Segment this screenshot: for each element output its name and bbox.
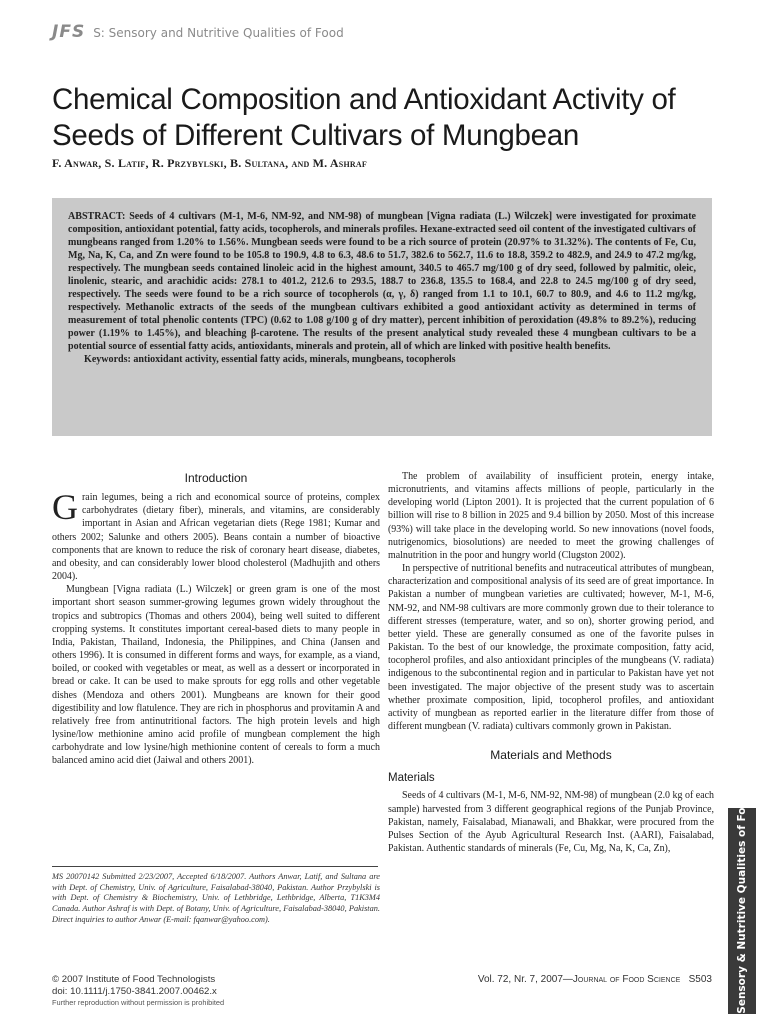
left-column [52,470,380,767]
doi-link[interactable]: doi: 10.1111/j.1750-3841.2007.00462.x [52,985,217,997]
materials-subheading: Materials [388,772,435,785]
article-title: Chemical Composition and Antioxidant Activity of Seeds of Different Cultivars of Mungbean [52,83,676,152]
footer-right [478,974,712,985]
keywords: Keywords: antioxidant activity, essential fatty acids, minerals, mungbeans, tocopherols [84,354,456,365]
page-number: S503 [688,974,712,985]
abstract-box [52,198,712,436]
intro-paragraph-1 [52,487,380,583]
copyright-line: © 2007 Institute of Food Technologists [52,974,216,985]
author-footnote: MS 20070142 Submitted 2/23/2007, Accepted 6/18/2007. Authors Anwar, Latif, and Sultana are with Dept. of Chemistry, Univ. of Agriculture, Faisalabad-38040, Pakistan. Author Przybylski is with Dept. of Chemistry & Biochemistry, Univ. of Lethbridge, Lethbridge, Alberta, T1K3M4 Canada. Author Ashraf is with Dept. of Botany, Univ. of Agriculture, Faisalabad-38040, Pakistan. Direct inquiries to author Anwar (E-mail: fqanwar@yahoo.com). [52,872,380,924]
right-paragraph-2: In perspective of nutritional benefits and nutraceutical attributes of mungbean, characterization and compositional analysis of its seed are of great importance. In Pakistan a number of mungbean varieties are cultivated; however, M-1, M-6, NM-92, and NM-98 cultivars are more commonly grown due to their tolerance to different stresses (temperature, water, and so on), shorter growing period, and better yield. These are generally consumed as one of the favorite pulses in Pakistan. To the best of our knowledge, the proximate composition, fatty acid, tocopherol profiles, and also antioxidant principles of the mungbeans (V. radiata) indigenous to the subcontinental region and in particular to Pakistan have yet not been investigated. The major objective of the present study was to ascertain whether proximate composition, lipid, tocopherol profiles, and antioxidant activity of mungbean as reported earlier in the literature differ from those of different mungbean (V. radiata) cultivars commonly grown in Pakistan. [388,563,714,732]
intro-paragraph-1-text: rain legumes, being a rich and economical source of proteins, complex carbohydrates (dietary fiber), minerals, and vitamins, are considerably important in Asian and African vegetarian diets (Rege 1981; Kumar and others 2002; Salunke and others 2005). Beans contain a number of bioactive components that are known to reduce the risk of coronary heart disease, diabetes, and obesity, and can considerably lower blood cholesterol (Madhujith and others 2004). [52,492,380,583]
journal-logo: JFS [52,22,86,42]
section-name: S: Sensory and Nutritive Qualities of Food [93,26,344,40]
introduction-heading: Introduction [184,471,248,485]
drop-cap: G [52,487,78,528]
author-list: F. Anwar, S. Latif, R. Przybylski, B. Sultana, and M. Ashraf [52,156,367,170]
materials-paragraph: Seeds of 4 cultivars (M-1, M-6, NM-92, NM-98) of mungbean (2.0 kg of each sample) harvested from 3 different geographical regions of the Punjab Province, Pakistan, namely, Faisalabad, Mianawali, and Bhakkar, were procured from the Pulses Section of the Ayub Agricultural Research Inst. (AARI), Faisalabad, Pakistan. Authentic standards of minerals (Fe, Cu, Mg, Na, K, Ca, Zn), [388,790,714,855]
volume-info: Vol. 72, Nr. 7, 2007— [477,974,573,985]
intro-paragraph-2: Mungbean [Vigna radiata (L.) Wilczek] or green gram is one of the most important short season summer-growing legumes grown widely throughout the tropics and subtropics (Thomas and others 2004), being well suited to different cropping systems. It constitutes important cereal-based diets to many people in India, Pakistan, Thailand, Indonesia, the Philippines, and China (Jansen and others 1996). It is consumed in different forms and ways, for example, as a viand, boiled, or cooked with vegetables or meat, as well as a dessert or incorporated in bread or cake. It can be used to make sprouts for egg rolls and other vegetable dishes (Mendoza and others 2001). Mungbeans are known for their good digestibility and low flatulence. They are rich in phosphorus and provitamin A and relatively free from antinutritional factors. The high protein levels and high lysine/low methionine amino acid profile of mungbean complement the high carbohydrate and low lysine/high methionine content of cereals to form a much balanced amino acid diet (Jaiwal and others 2001). [52,584,380,767]
running-header [52,22,344,42]
side-tab-label: S: Sensory & Nutritive Qualities of Food [736,792,748,1029]
materials-methods-heading: Materials and Methods [490,748,612,763]
reproduction-notice: Further reproduction without permission is prohibited [52,998,225,1007]
right-column [388,470,714,855]
abstract-text: ABSTRACT: Seeds of 4 cultivars (M-1, M-6, NM-92, and NM-98) of mungbean [Vigna radiata (L.) Wilczek] were investigated for proximate composition, antioxidant potential, fatty acids, tocopherols, and minerals profiles. Hexane-extracted seed oil content of the investigated cultivars of mungbeans ranged from 1.20% to 1.56%. Mungbean seeds were found to be a rich source of protein (20.97% to 31.32%). The contents of Fe, Cu, Mg, Na, K, Ca, and Zn were found to be 105.8 to 190.9, 4.8 to 6.3, 48.6 to 51.7, 382.6 to 562.7, 11.6 to 18.8, 359.2 to 482.9, and 24.9 to 47.2 mg/kg, respectively. The mungbean seeds contained linoleic acid in the highest amount, 340.5 to 465.7 mg/100 g of dry seed, followed by palmitic, oleic, linolenic, stearic, and arachidic acids: 278.1 to 401.2, 212.6 to 293.5, 188.7 to 236.8, 135.5 to 168.4, and 22.8 to 24.5 mg/100 g of dry seed, respectively. The seeds were found to be a rich source of tocopherols (α, γ, δ) ranged from 1.1 to 10.1, 60.7 to 80.9, and 4.6 to 11.2 mg/kg, respectively. Methanolic extracts of the seeds of the mungbean cultivars exhibited a good antioxidant activity as determined in terms of measurement of total phenolic contents (TPC) (0.62 to 1.08 g/100 g of dry matter), percent inhibition of peroxidation (49.8% to 89.2%), reducing power (1.19% to 1.45%), and bleaching β-carotene. The results of the present analytical study revealed these 4 mungbean cultivars to be a potential source of essential fatty acids, antioxidants, minerals and protein, all of which are linked with positive health benefits. [68,211,696,352]
journal-name: Journal of Food Science [572,974,681,985]
footer-left [52,974,224,1009]
right-paragraph-1: The problem of availability of insufficient protein, energy intake, micronutrients, and vitamins affects millions of people, particularly in the developing world (Lipton 2001). It is projected that the current population of 6 billion will rise to 8 billion in 2025 and 9.4 billion by 2050. Most of this increase (93%) will take place in the developing world. So new innovations (novel foods, nutrigenomics, biosolutions) are needed to meet the growing challenges of malnutrition in the poor and hungry world (Clugston 2002). [388,471,714,561]
footnote-rule [52,866,378,867]
